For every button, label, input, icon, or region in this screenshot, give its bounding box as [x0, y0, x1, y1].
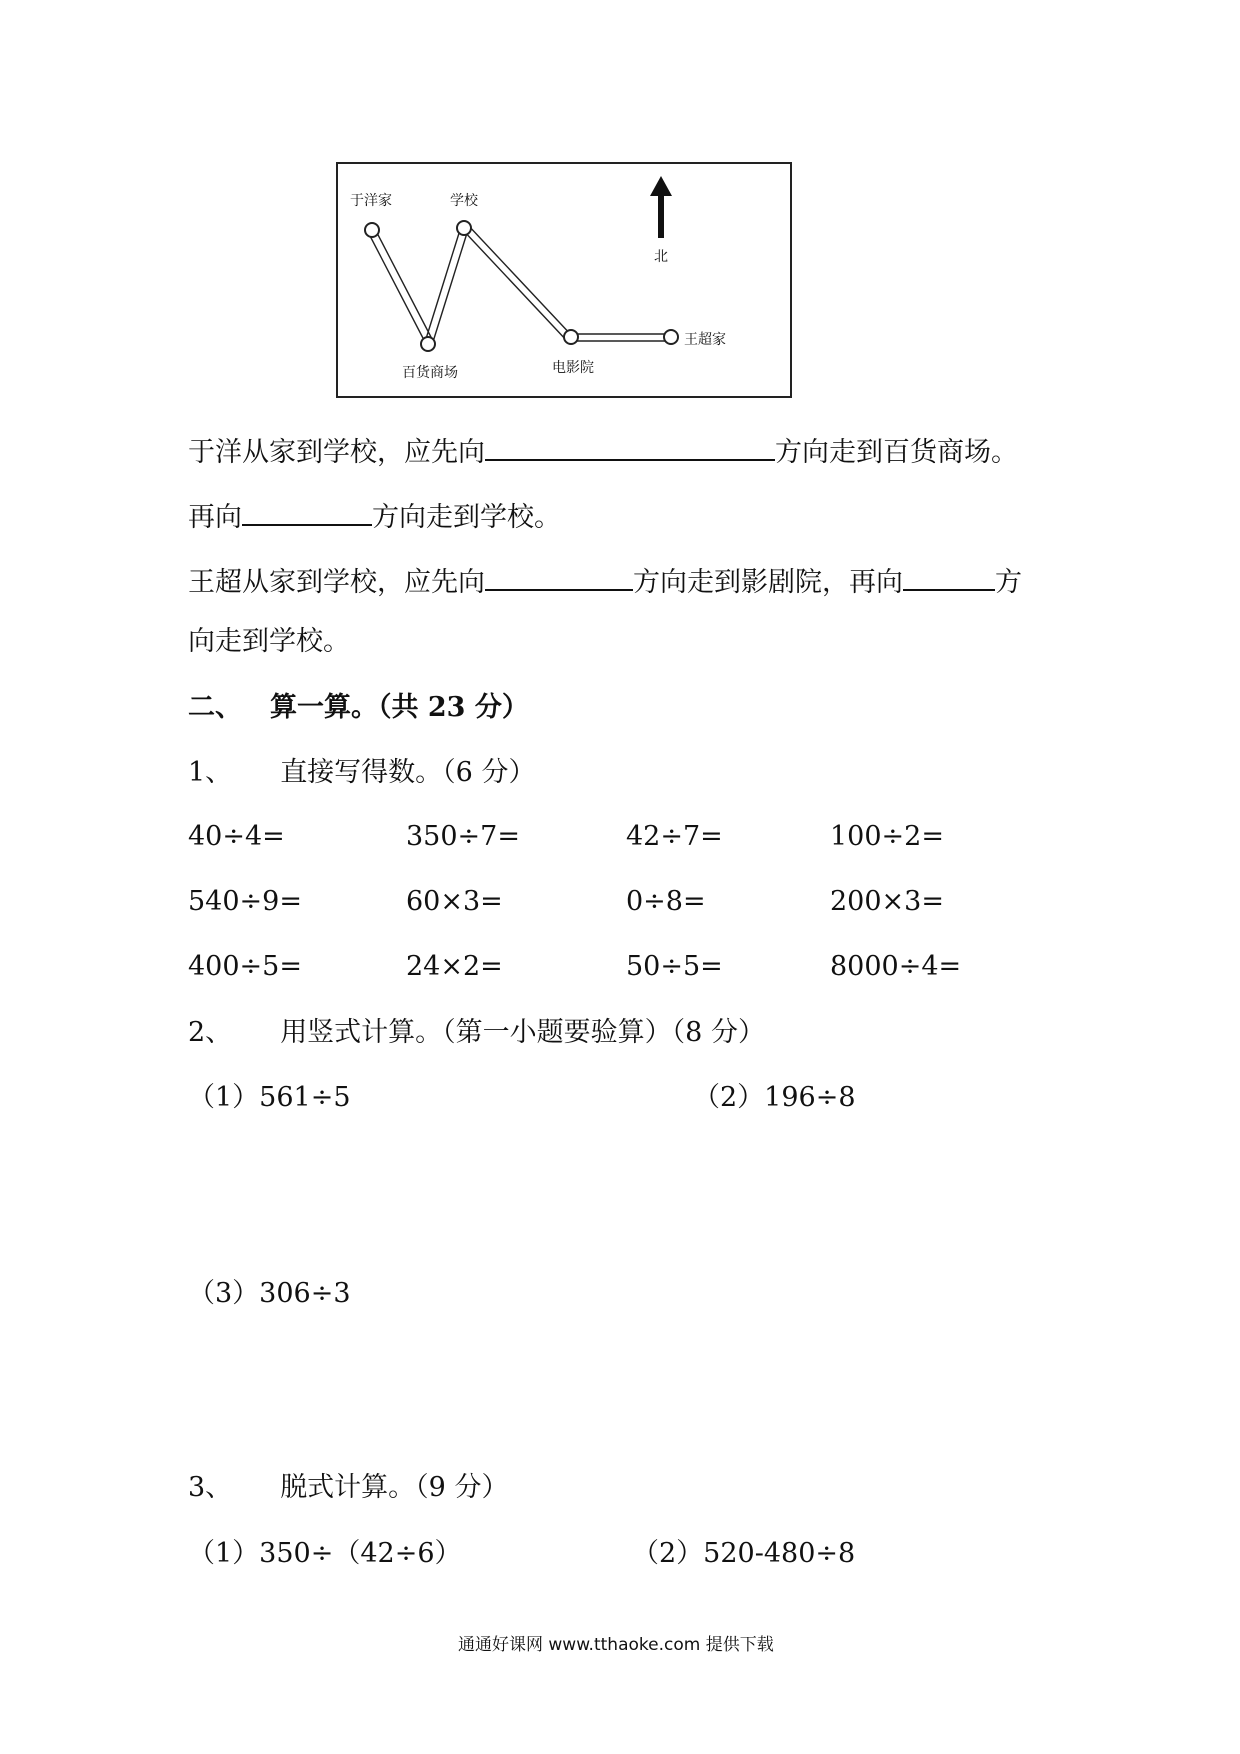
- vertical-calc-item: （2）196÷8: [693, 1082, 856, 1113]
- oral-calc-cell: 50÷5=: [626, 951, 723, 982]
- map-label-department-store: 百货商场: [402, 365, 458, 381]
- answer-blank[interactable]: [485, 563, 633, 591]
- part-title: 直接写得数。（6 分）: [280, 757, 536, 788]
- question-text: 王超从家到学校，应先向: [188, 567, 485, 598]
- part-title: 脱式计算。（9 分）: [280, 1472, 509, 1503]
- question-text: 方: [995, 567, 1022, 598]
- route-map: [336, 162, 792, 398]
- oral-calc-cell: 540÷9=: [188, 886, 302, 917]
- part-3-heading: [188, 1474, 508, 1501]
- question-text: 方向走到学校。: [372, 502, 561, 533]
- oral-calc-cell: 24×2=: [406, 951, 503, 982]
- school-node: [457, 221, 471, 235]
- map-label-north: 北: [654, 249, 668, 265]
- question-text: 再向: [188, 502, 242, 533]
- oral-calc-cell: 100÷2=: [830, 821, 944, 852]
- cinema-node: [564, 330, 578, 344]
- section-title: 算一算。（共 23 分）: [270, 692, 529, 723]
- north-arrow-icon: [650, 176, 672, 238]
- part-number: 1、: [188, 757, 233, 788]
- oral-calc-cell: 0÷8=: [626, 886, 706, 917]
- answer-blank[interactable]: [242, 498, 372, 526]
- question-text: 方向走到百货商场。: [775, 437, 1018, 468]
- department-store-node: [421, 337, 435, 351]
- answer-blank[interactable]: [485, 433, 775, 461]
- part-number: 2、: [188, 1017, 233, 1048]
- oral-calc-cell: 8000÷4=: [830, 951, 962, 982]
- oral-calc-cell: 40÷4=: [188, 821, 285, 852]
- part-title: 用竖式计算。（第一小题要验算）（8 分）: [280, 1017, 765, 1048]
- part-number: 3、: [188, 1472, 233, 1503]
- answer-blank[interactable]: [903, 563, 995, 591]
- yuyang-home-node: [365, 223, 379, 237]
- section-number: 二、: [188, 692, 242, 723]
- map-label-yuyang-home: 于洋家: [350, 193, 392, 209]
- question-yuyang-line2: [188, 498, 561, 531]
- oral-calc-cell: 350÷7=: [406, 821, 520, 852]
- question-wangchao-line2: 向走到学校。: [188, 626, 350, 657]
- page-footer: 通通好课网 www.tthaoke.com 提供下载: [458, 1635, 774, 1655]
- oral-calc-cell: 200×3=: [830, 886, 944, 917]
- question-text: 方向走到影剧院，再向: [633, 567, 903, 598]
- stepwise-calc-item: （2）520-480÷8: [632, 1538, 856, 1569]
- wangchao-home-node: [664, 330, 678, 344]
- vertical-calc-item: （1）561÷5: [188, 1082, 351, 1113]
- oral-calc-cell: 60×3=: [406, 886, 503, 917]
- question-yuyang-line1: [188, 433, 1018, 466]
- part-1-heading: [188, 759, 535, 786]
- section-2-heading: [188, 694, 529, 721]
- map-label-school: 学校: [450, 193, 478, 209]
- part-2-heading: [188, 1019, 765, 1046]
- oral-calc-cell: 400÷5=: [188, 951, 302, 982]
- question-text: 于洋从家到学校，应先向: [188, 437, 485, 468]
- stepwise-calc-item: （1）350÷（42÷6）: [188, 1538, 462, 1569]
- vertical-calc-item: （3）306÷3: [188, 1278, 351, 1309]
- question-wangchao-line1: [188, 563, 1022, 596]
- map-label-wangchao-home: 王超家: [684, 332, 726, 348]
- map-label-cinema: 电影院: [552, 360, 594, 376]
- oral-calc-cell: 42÷7=: [626, 821, 723, 852]
